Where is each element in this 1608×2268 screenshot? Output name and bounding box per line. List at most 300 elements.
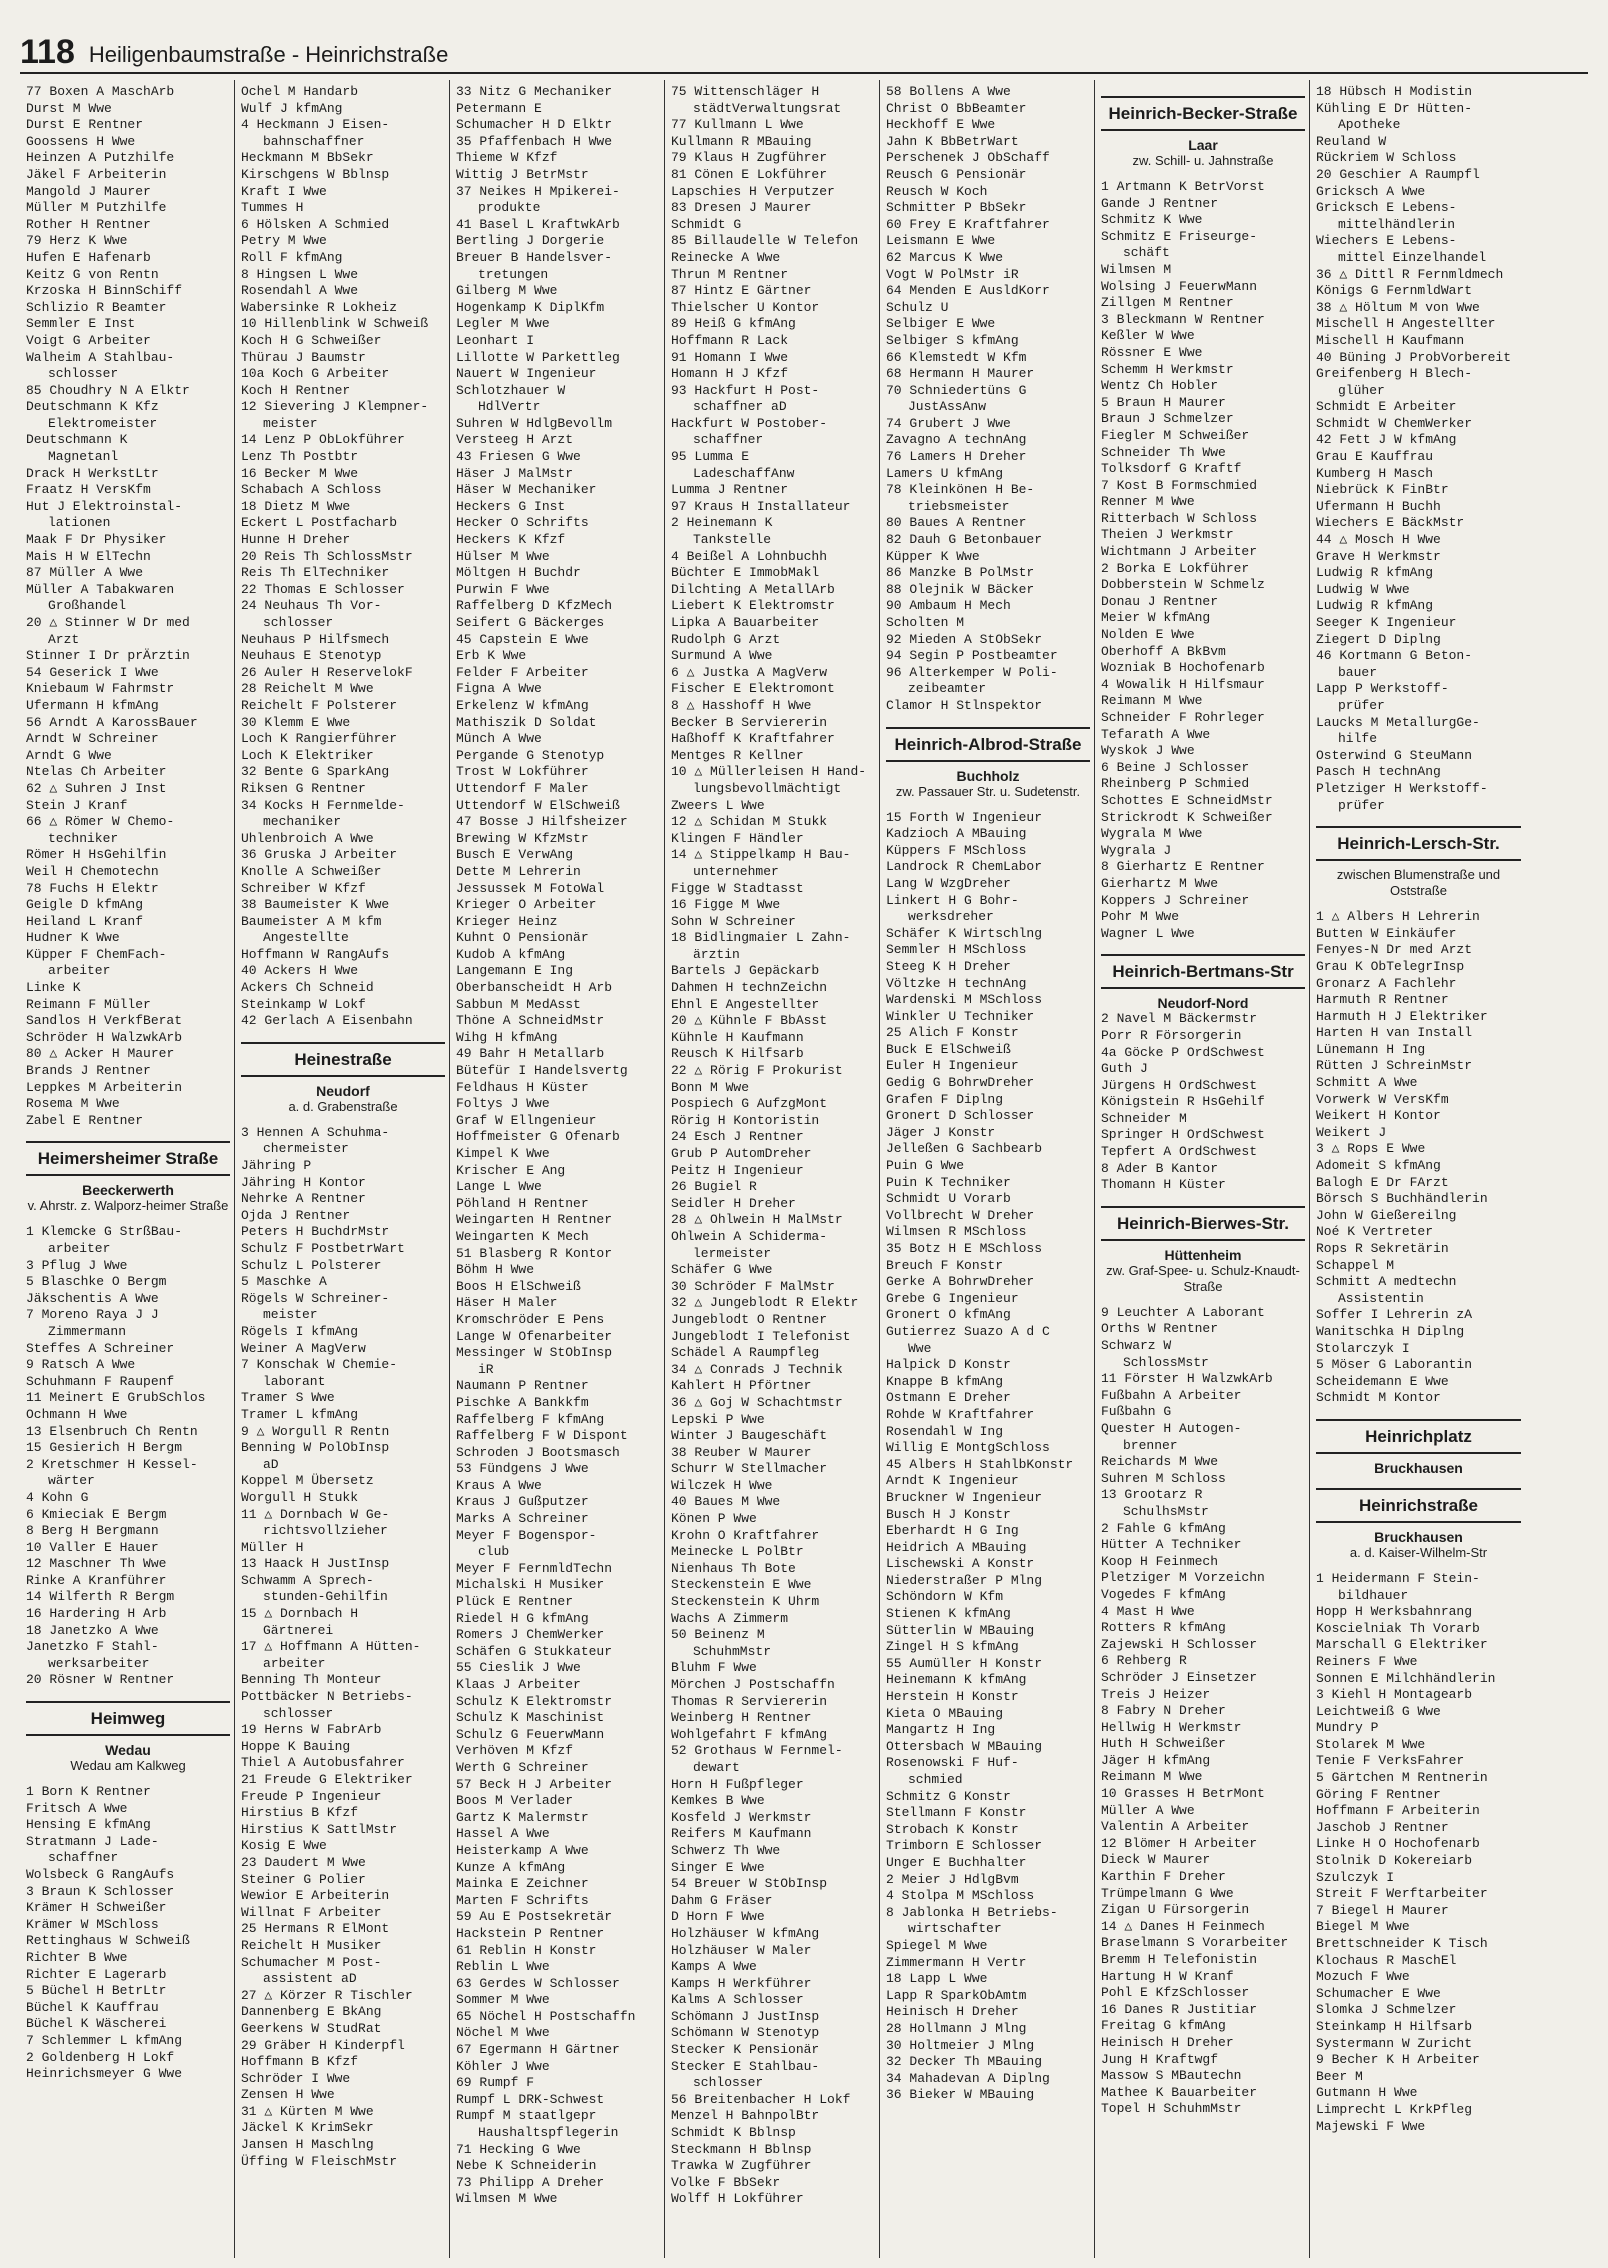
- directory-entry: Heidrich A MBauing: [886, 1539, 1027, 1555]
- directory-entry: Heckers G Inst: [456, 498, 566, 514]
- directory-entry: Rotters R kfmAng: [1101, 1620, 1226, 1636]
- directory-entry: Versteeg H Arzt: [456, 432, 574, 448]
- directory-entry: Wabersinke R Lokheiz: [241, 299, 398, 315]
- directory-entry: Schulz L Polsterer: [241, 1257, 382, 1273]
- directory-entry: Leonhart I: [456, 332, 535, 348]
- directory-entry: Heinisch H Dreher: [886, 2004, 1019, 2020]
- directory-entry: Lipka A Bauarbeiter: [671, 615, 820, 630]
- directory-entry: 4 Kohn G: [26, 1489, 89, 1505]
- directory-entry: Klingen F Händler: [671, 830, 804, 846]
- directory-entry: 81 Cönen E Lokführer: [671, 166, 828, 182]
- directory-entry: Mentges R Kellner: [671, 747, 804, 763]
- directory-entry: 86 Manzke B PolMstr: [886, 565, 1035, 581]
- entry-continuation: Zimmermann: [48, 1323, 127, 1339]
- directory-entry: Naumann P Rentner: [456, 1378, 589, 1394]
- directory-entry: Ackers Ch Schneid: [241, 980, 374, 996]
- directory-entry: 31 △ Kürten M Wwe: [241, 2103, 374, 2119]
- directory-entry: Schroden J Bootsmasch: [456, 1444, 620, 1460]
- directory-entry: Knappe B kfmAng: [886, 1373, 1004, 1389]
- directory-entry: 36 △ Goj W Schachtmstr: [671, 1394, 843, 1410]
- directory-entry: Schappel M: [1316, 1257, 1395, 1273]
- directory-entry: 20 Geschier A Raumpfl: [1316, 166, 1480, 182]
- directory-entry: Valentin A Arbeiter: [1101, 1819, 1250, 1835]
- directory-entry: Mangartz H Ing: [886, 1722, 996, 1738]
- directory-entry: Harmuth H J Elektriker: [1316, 1008, 1488, 1024]
- directory-entry: Schäfen G Stukkateur: [456, 1643, 613, 1659]
- directory-entry: Tramer S Wwe: [241, 1390, 335, 1406]
- directory-entry: 6 △ Justka A MagVerw: [671, 664, 828, 680]
- directory-entry: 37 Neikes H Mpikerei-: [456, 183, 620, 199]
- directory-entry: Foltys J Wwe: [456, 1096, 550, 1112]
- directory-entry: 8 △ Hasshoff H Wwe: [671, 697, 812, 713]
- directory-entry: 1 Artmann K BetrVorst: [1101, 179, 1265, 194]
- directory-entry: Marks A Schreiner: [456, 1511, 589, 1527]
- page-title: Heiligenbaumstraße - Heinrichstraße: [88, 42, 449, 67]
- directory-entry: 14 △ Danes H Feinmech: [1101, 1918, 1265, 1934]
- directory-entry: Voigt G Arbeiter: [26, 332, 151, 348]
- directory-entry: 35 Pfaffenbach H Wwe: [456, 133, 613, 149]
- directory-entry: Büchel K Kauffrau: [26, 1999, 159, 2015]
- directory-entry: Winter J Baugeschäft: [671, 1428, 828, 1444]
- entry-continuation: hilfe: [1338, 731, 1378, 747]
- directory-entry: Breuer B Handelsver-: [456, 249, 613, 265]
- directory-entry: Koop H Feinmech: [1101, 1553, 1219, 1569]
- directory-entry: Zillgen M Rentner: [1101, 295, 1234, 311]
- directory-entry: Balogh E Dr FArzt: [1316, 1174, 1449, 1190]
- directory-entry: 40 Büning J ProbVorbereit: [1316, 349, 1512, 365]
- directory-entry: 7 Schlemmer L kfmAng: [26, 2032, 183, 2048]
- directory-entry: Semmler H MSchloss: [886, 942, 1027, 958]
- directory-entry: Schlotzhauer W: [456, 382, 566, 398]
- directory-entry: Petry M Wwe: [241, 233, 327, 249]
- directory-entry: 10 Hillenblink W Schweiß: [241, 316, 429, 332]
- directory-entry: Reiners F Wwe: [1316, 1653, 1418, 1669]
- directory-entry: Richter B Wwe: [26, 1949, 128, 1965]
- directory-entry: Gronert O kfmAng: [886, 1307, 1011, 1323]
- entry-continuation: Elektromeister: [48, 415, 158, 431]
- directory-entry: Schumacher M Post-: [241, 1954, 382, 1970]
- directory-entry: 5 Möser G Laborantin: [1316, 1357, 1473, 1373]
- directory-entry: Ottersbach W MBauing: [886, 1738, 1043, 1754]
- entry-continuation: SchulhsMstr: [1123, 1503, 1209, 1519]
- directory-entry: Freude P Ingenieur: [241, 1788, 382, 1804]
- district-name: Bruckhausen: [1374, 1459, 1463, 1476]
- directory-entry: 80 △ Acker H Maurer: [26, 1046, 175, 1062]
- directory-entry: 57 Beck H J Arbeiter: [456, 1776, 613, 1792]
- directory-entry: Peitz H Ingenieur: [671, 1162, 804, 1178]
- directory-entry: Hudner K Wwe: [26, 930, 120, 946]
- directory-entry: Wihg H kfmAng: [456, 1029, 558, 1045]
- directory-entry: Romers J ChemWerker: [456, 1627, 605, 1643]
- directory-entry: Werth G Schreiner: [456, 1759, 589, 1775]
- directory-entry: 10 Valler E Hauer: [26, 1539, 159, 1555]
- directory-entry: 66 △ Römer W Chemo-: [26, 814, 175, 830]
- directory-entry: 9 Ratsch A Wwe: [26, 1357, 136, 1373]
- directory-entry: Gartz K Malermstr: [456, 1809, 589, 1825]
- directory-entry: Hartung H W Kranf: [1101, 1968, 1234, 1984]
- directory-entry: Kromschröder E Pens: [456, 1311, 605, 1327]
- directory-entry: Fenyes-N Dr med Arzt: [1316, 942, 1473, 958]
- directory-entry: Thöne A SchneidMstr: [456, 1013, 605, 1029]
- directory-entry: Küppers F MSchloss: [886, 842, 1027, 858]
- street-heading: Heinrichplatz: [1316, 1419, 1521, 1454]
- directory-entry: Hackfurt W Postober-: [671, 415, 828, 431]
- directory-entry: 28 Hollmann J Mlng: [886, 2020, 1027, 2036]
- directory-entry: Müller A Wwe: [1101, 1802, 1195, 1818]
- directory-entry: Freitag G kfmAng: [1101, 2018, 1226, 2034]
- entry-continuation: schaffner: [48, 1850, 119, 1866]
- directory-entry: Rosendahl A Wwe: [241, 283, 359, 299]
- directory-entry: Schneider Th Wwe: [1101, 444, 1226, 460]
- directory-entry: 82 Dauh G Betonbauer: [886, 532, 1043, 548]
- directory-columns: [20, 80, 1596, 2258]
- directory-entry: 5 Blaschke O Bergm: [26, 1274, 167, 1290]
- directory-entry: 6 Beine J Schlosser: [1101, 759, 1250, 775]
- directory-entry: Küpper F ChemFach-: [26, 946, 167, 962]
- directory-entry: Loch K Elektriker: [241, 747, 374, 763]
- street-location: zw. Schill- u. Jahnstraße: [1132, 153, 1274, 168]
- directory-entry: Soffer I Lehrerin zA: [1316, 1307, 1473, 1323]
- directory-entry: Rother H Rentner: [26, 216, 151, 232]
- directory-entry: Kumberg H Masch: [1316, 465, 1434, 481]
- directory-entry: Janetzko F Stahl-: [26, 1639, 159, 1655]
- directory-entry: Mischell H Angestellter: [1316, 316, 1496, 332]
- directory-entry: Schädel A Raumpfleg: [671, 1345, 820, 1361]
- entry-continuation: iR: [478, 1361, 494, 1377]
- directory-entry: Ziegert D Diplng: [1316, 631, 1441, 647]
- directory-entry: Durst M Wwe: [26, 100, 112, 116]
- directory-entry: 63 Gerdes W Schlosser: [456, 1975, 620, 1991]
- entry-continuation: mittelhändlerin: [1338, 216, 1456, 232]
- directory-entry: Wygrala J: [1101, 842, 1172, 858]
- directory-entry: Topel H SchuhmMstr: [1101, 2101, 1242, 2117]
- directory-entry: Keitz G von Rentn: [26, 266, 159, 282]
- directory-entry: Krischer E Ang: [456, 1162, 566, 1178]
- directory-entry: Königs G FernmldWart: [1316, 283, 1473, 299]
- directory-entry: Meyer F Bogenspor-: [456, 1527, 597, 1543]
- directory-entry: 15 △ Dornbach H: [241, 1606, 359, 1622]
- directory-entry: 19 Herns W FabrArb: [241, 1722, 382, 1738]
- directory-column: [1095, 80, 1310, 2258]
- directory-entry: Kadzioch A MBauing: [886, 826, 1027, 842]
- directory-entry: Stellmann F Konstr: [886, 1805, 1027, 1821]
- directory-entry: John W Gießereilng: [1316, 1207, 1457, 1223]
- directory-entry: 43 Friesen G Wwe: [456, 449, 581, 465]
- directory-entry: Nehrke A Rentner: [241, 1191, 366, 1207]
- directory-entry: 34 △ Conrads J Technik: [671, 1361, 843, 1377]
- directory-entry: 85 Choudhry N A Elktr: [26, 382, 190, 398]
- directory-entry: 20 Rösner W Rentner: [26, 1672, 175, 1688]
- directory-entry: Fiegler M Schweißer: [1101, 427, 1250, 443]
- directory-entry: Tummes H: [241, 200, 304, 216]
- directory-entry: 52 Grothaus W Fernmel-: [671, 1743, 843, 1759]
- directory-entry: Spiegel M Wwe: [886, 1937, 988, 1953]
- directory-entry: Unger E Buchhalter: [886, 1854, 1027, 1870]
- directory-entry: 88 Olejnik W Bäcker: [886, 581, 1035, 597]
- directory-entry: Schottes E SchneidMstr: [1101, 792, 1273, 808]
- directory-entry: Schneider F Rohrleger: [1101, 710, 1265, 725]
- directory-column: [235, 80, 450, 2258]
- directory-entry: Kraus J Gußputzer: [456, 1494, 589, 1510]
- directory-entry: Grau E Kauffrau: [1316, 449, 1434, 465]
- directory-entry: Zensen H Wwe: [241, 2087, 335, 2103]
- directory-entry: Kniebaum W Fahrmstr: [26, 681, 175, 697]
- directory-entry: Rörig H Kontoristin: [671, 1112, 820, 1128]
- directory-entry: Heinzen A Putzhilfe: [26, 150, 175, 166]
- directory-entry: Jäkschentis A Wwe: [26, 1290, 159, 1306]
- directory-entry: Schulz G FeuerwMann: [456, 1726, 605, 1742]
- directory-entry: Lünemann H Ing: [1316, 1041, 1426, 1057]
- directory-entry: 32 △ Jungeblodt R Elektr: [671, 1295, 859, 1311]
- directory-entry: Zimmermann H Vertr: [886, 1954, 1027, 1970]
- directory-entry: 28 Reichelt M Wwe: [241, 681, 374, 697]
- directory-entry: Tepfert A OrdSchwest: [1101, 1144, 1258, 1160]
- directory-entry: Porr R Försorgerin: [1101, 1027, 1242, 1043]
- directory-entry: Schmidt G: [671, 216, 742, 232]
- directory-entry: Pohr M Wwe: [1101, 909, 1180, 925]
- directory-entry: Dobberstein W Schmelz: [1101, 577, 1265, 593]
- directory-entry: Tenie F VerksFahrer: [1316, 1753, 1465, 1769]
- directory-entry: Meinecke L PolBtr: [671, 1544, 804, 1560]
- directory-entry: 11 Förster H WalzwkArb: [1101, 1371, 1273, 1387]
- directory-entry: 12 Blömer H Arbeiter: [1101, 1835, 1258, 1851]
- directory-entry: Orths W Rentner: [1101, 1321, 1219, 1337]
- directory-entry: Wachs A Zimmerm: [671, 1610, 789, 1626]
- directory-entry: 38 Reuber W Maurer: [671, 1444, 812, 1460]
- directory-entry: Grau K ObTelegrInsp: [1316, 958, 1465, 974]
- directory-entry: Stein J Kranf: [26, 797, 128, 813]
- directory-entry: 2 Meier J HdlgBvm: [886, 1871, 1019, 1887]
- directory-entry: Jäger H kfmAng: [1101, 1752, 1211, 1768]
- directory-entry: Sommer M Wwe: [456, 1992, 550, 2008]
- directory-entry: Wichtmann J Arbeiter: [1101, 544, 1258, 560]
- district-name: Buchholz: [956, 767, 1020, 784]
- directory-entry: Eberhardt H G Ing: [886, 1523, 1019, 1539]
- directory-entry: 23 Daudert M Wwe: [241, 1854, 366, 1870]
- directory-entry: Kudob A kfmAng: [456, 946, 566, 962]
- directory-entry: Massow S MBautechn: [1101, 2068, 1242, 2084]
- directory-entry: Schabach A Schloss: [241, 482, 382, 498]
- directory-entry: Büchter E ImmobMakl: [671, 565, 820, 581]
- directory-entry: Tolksdorf G Kraftf: [1101, 461, 1242, 477]
- entry-continuation: arbeiter: [48, 1241, 111, 1256]
- directory-entry: 83 Dresen J Maurer: [671, 200, 812, 216]
- directory-entry: Kalms A Schlosser: [671, 1992, 804, 2008]
- directory-entry: 95 Lumma E: [671, 449, 750, 465]
- entry-continuation: mechaniker: [263, 814, 342, 830]
- directory-entry: Hackstein P Rentner: [456, 1925, 605, 1941]
- directory-entry: Vorwerk W VersKfm: [1316, 1091, 1449, 1107]
- district-name: Wedau: [105, 1742, 151, 1759]
- directory-entry: Steinkamp H Hilfsarb: [1316, 2018, 1473, 2034]
- directory-entry: 1 Born K Rentner: [26, 1784, 151, 1800]
- directory-entry: 50 Beinenz M: [671, 1627, 765, 1643]
- street-location: a. d. Grabenstraße: [288, 1098, 398, 1114]
- directory-entry: Rütten J SchreinMstr: [1316, 1058, 1473, 1074]
- directory-entry: Rudolph G Arzt: [671, 631, 781, 647]
- directory-entry: 25 Hermans R ElMont: [241, 1921, 390, 1937]
- directory-entry: Schemm H Werkmstr: [1101, 361, 1234, 377]
- directory-entry: Schmitter P BbSekr: [886, 200, 1027, 216]
- directory-entry: Steffes A Schreiner: [26, 1340, 175, 1356]
- directory-entry: Hoffmann R Lack: [671, 332, 789, 348]
- directory-entry: 66 Klemstedt W Kfm: [886, 349, 1027, 365]
- directory-entry: 7 Biegel H Maurer: [1316, 1902, 1449, 1918]
- entry-continuation: werksarbeiter: [48, 1655, 150, 1671]
- directory-entry: Zajewski H Schlosser: [1101, 1636, 1258, 1652]
- entry-continuation: SchuhmMstr: [693, 1643, 772, 1659]
- directory-entry: Keßler W Wwe: [1101, 328, 1195, 344]
- entry-continuation: schlosser: [693, 2075, 764, 2091]
- directory-entry: Reusch G Pensionär: [886, 166, 1027, 182]
- directory-entry: Stolarczyk I: [1316, 1340, 1410, 1356]
- directory-entry: Neuhaus P Hilfsmech: [241, 631, 390, 647]
- directory-entry: Selbiger E Wwe: [886, 316, 996, 332]
- directory-entry: Schreiber W Kfzf: [241, 880, 366, 896]
- directory-entry: Homann H J Kfzf: [671, 366, 789, 382]
- directory-entry: Schmitt A Wwe: [1316, 1075, 1418, 1091]
- directory-entry: 79 Klaus H Zugführer: [671, 150, 828, 166]
- directory-entry: Rosendahl W Ing: [886, 1423, 1004, 1439]
- directory-entry: Jessussek M FotoWal: [456, 880, 605, 896]
- directory-entry: 59 Au E Postsekretär: [456, 1909, 613, 1925]
- directory-entry: Reichelt F Polsterer: [241, 697, 398, 713]
- directory-entry: Drack H WerkstLtr: [26, 465, 159, 481]
- directory-entry: Schmidt M Kontor: [1316, 1390, 1441, 1406]
- directory-entry: Hülser M Wwe: [456, 548, 550, 564]
- directory-entry: Schuhmann F Raupenf: [26, 1373, 175, 1389]
- directory-entry: Jung H Kraftwgf: [1101, 2051, 1219, 2067]
- directory-entry: Deutschmann K Kfz: [26, 399, 159, 415]
- directory-entry: Butten W Einkäufer: [1316, 925, 1457, 941]
- directory-entry: Trimborn E Schlosser: [886, 1838, 1043, 1854]
- directory-entry: Majewski F Wwe: [1316, 2118, 1426, 2134]
- directory-entry: 2 Borka E Lokführer: [1101, 560, 1250, 576]
- directory-entry: Busch E VerwAng: [456, 847, 574, 863]
- directory-entry: 14 Lenz P ObLokführer: [241, 432, 405, 448]
- directory-entry: 33 Nitz G Mechaniker: [456, 84, 613, 99]
- directory-entry: Neuhaus E Stenotyp: [241, 648, 382, 664]
- directory-entry: Hoffmeister G Ofenarb: [456, 1129, 620, 1145]
- directory-entry: Geigle D kfmAng: [26, 897, 144, 913]
- directory-entry: 62 Marcus K Wwe: [886, 249, 1004, 265]
- directory-entry: Mainka E Zeichner: [456, 1876, 589, 1892]
- directory-entry: 40 Baues M Wwe: [671, 1494, 781, 1510]
- directory-entry: Jahn K BbBetrWart: [886, 133, 1019, 149]
- directory-entry: Vogedes F kfmAng: [1101, 1586, 1226, 1602]
- directory-entry: Schwerz Th Wwe: [671, 1842, 781, 1858]
- directory-entry: Strickrodt K Schweißer: [1101, 809, 1273, 825]
- directory-entry: Klochaus R MaschEl: [1316, 1952, 1457, 1968]
- directory-entry: Adomeit S kfmAng: [1316, 1158, 1441, 1174]
- entry-continuation: Arzt: [48, 631, 80, 647]
- directory-entry: Gutierrez Suazo A d C: [886, 1323, 1050, 1339]
- directory-entry: Wohlgefahrt F kfmAng: [671, 1726, 828, 1742]
- directory-entry: Zigan U Fürsorgerin: [1101, 1902, 1250, 1918]
- directory-entry: Harmuth R Rentner: [1316, 992, 1449, 1008]
- directory-entry: Schulz K Elektromstr: [456, 1693, 613, 1709]
- directory-entry: Stolnik D Kokereiarb: [1316, 1853, 1473, 1869]
- directory-entry: Reusch W Koch: [886, 183, 988, 199]
- directory-entry: 15 Forth W Ingenieur: [886, 809, 1043, 825]
- directory-entry: Huth H Schweißer: [1101, 1736, 1226, 1752]
- directory-entry: Gricksch A Wwe: [1316, 183, 1426, 199]
- directory-entry: 12 Maschner Th Wwe: [26, 1556, 167, 1572]
- entry-continuation: richtsvollzieher: [263, 1523, 388, 1539]
- directory-column: [20, 80, 235, 2258]
- directory-entry: Krieger Heinz: [456, 913, 558, 929]
- directory-entry: Hoppe K Bauing: [241, 1738, 351, 1754]
- street-heading: Heinrich-Albrod-Straße: [886, 727, 1090, 762]
- directory-entry: 13 Grootarz R: [1101, 1487, 1203, 1503]
- directory-entry: Thrun M Rentner: [671, 266, 789, 282]
- directory-entry: Langemann E Ing: [456, 963, 574, 979]
- directory-entry: Linkert H G Bohr-: [886, 892, 1019, 908]
- directory-entry: Richter E Lagerarb: [26, 1966, 167, 1982]
- directory-entry: Grebe G Ingenieur: [886, 1290, 1019, 1306]
- entry-continuation: werksdreher: [908, 909, 994, 925]
- directory-entry: Ochel M Handarb: [241, 84, 359, 99]
- directory-entry: 65 Nöchel H Postschaffn: [456, 2008, 636, 2024]
- directory-entry: 40 Ackers H Wwe: [241, 963, 359, 979]
- directory-entry: Mundry P: [1316, 1720, 1379, 1736]
- directory-entry: Wulf J kfmAng: [241, 100, 343, 116]
- directory-entry: 5 Maschke A: [241, 1274, 327, 1290]
- directory-entry: Meier W kfmAng: [1101, 610, 1211, 626]
- directory-entry: Reuland W: [1316, 133, 1387, 149]
- street-heading: Heinrich-Lersch-Str.: [1316, 826, 1521, 861]
- directory-entry: Theien J Werkmstr: [1101, 527, 1234, 543]
- entry-continuation: tretungen: [478, 266, 549, 282]
- directory-entry: Rumpf M staatlgepr: [456, 2108, 597, 2124]
- directory-entry: Ohlwein A Schiderma-: [671, 1228, 828, 1244]
- directory-entry: Thomann H Küster: [1101, 1177, 1226, 1193]
- directory-entry: 49 Bahr H Metallarb: [456, 1046, 605, 1062]
- directory-entry: 45 Capstein E Wwe: [456, 631, 589, 647]
- directory-entry: 4 Stolpa M MSchloss: [886, 1888, 1035, 1904]
- directory-entry: Grafen F Diplng: [886, 1091, 1004, 1107]
- entry-continuation: schaffner: [693, 432, 764, 448]
- directory-entry: 69 Rumpf F: [456, 2075, 535, 2091]
- directory-entry: 36 △ Dittl R Fernmldmech: [1316, 266, 1504, 282]
- directory-column: [665, 80, 880, 2258]
- entry-continuation: wirtschafter: [908, 1921, 1002, 1937]
- directory-entry: Steinkamp W Lokf: [241, 996, 366, 1012]
- directory-entry: Häser W Mechaniker: [456, 482, 597, 498]
- directory-entry: 2 Fahle G kfmAng: [1101, 1520, 1226, 1536]
- directory-entry: Seifert G Bäckerges: [456, 615, 605, 630]
- directory-entry: Weil H Chemotechn: [26, 863, 159, 879]
- directory-entry: Pohl E KfzSchlosser: [1101, 1985, 1250, 2001]
- directory-entry: 96 Alterkemper W Poli-: [886, 664, 1058, 680]
- directory-entry: 41 Basel L KraftwkArb: [456, 216, 620, 232]
- entry-continuation: meister: [263, 1307, 318, 1323]
- directory-entry: Küpper K Wwe: [886, 548, 980, 564]
- directory-entry: Jungeblodt O Rentner: [671, 1311, 828, 1327]
- directory-entry: Steckenstein E Wwe: [671, 1577, 812, 1593]
- directory-entry: Reusch K Hilfsarb: [671, 1046, 804, 1062]
- entry-continuation: unternehmer: [693, 863, 779, 879]
- directory-entry: Oberbanscheidt H Arb: [456, 980, 613, 996]
- directory-entry: 56 Breitenbacher H Lokf: [671, 2091, 851, 2107]
- directory-entry: Reimann F Müller: [26, 996, 151, 1012]
- directory-entry: 5 Büchel H BetrLtr: [26, 1983, 167, 1999]
- directory-entry: 14 △ Stippelkamp H Bau-: [671, 847, 851, 863]
- directory-entry: Semmler E Inst: [26, 316, 136, 332]
- directory-entry: Königstein R HsGehilf: [1101, 1094, 1265, 1110]
- directory-entry: Seeger K Ingenieur: [1316, 615, 1457, 630]
- directory-entry: Ufermann H kfmAng: [26, 697, 159, 713]
